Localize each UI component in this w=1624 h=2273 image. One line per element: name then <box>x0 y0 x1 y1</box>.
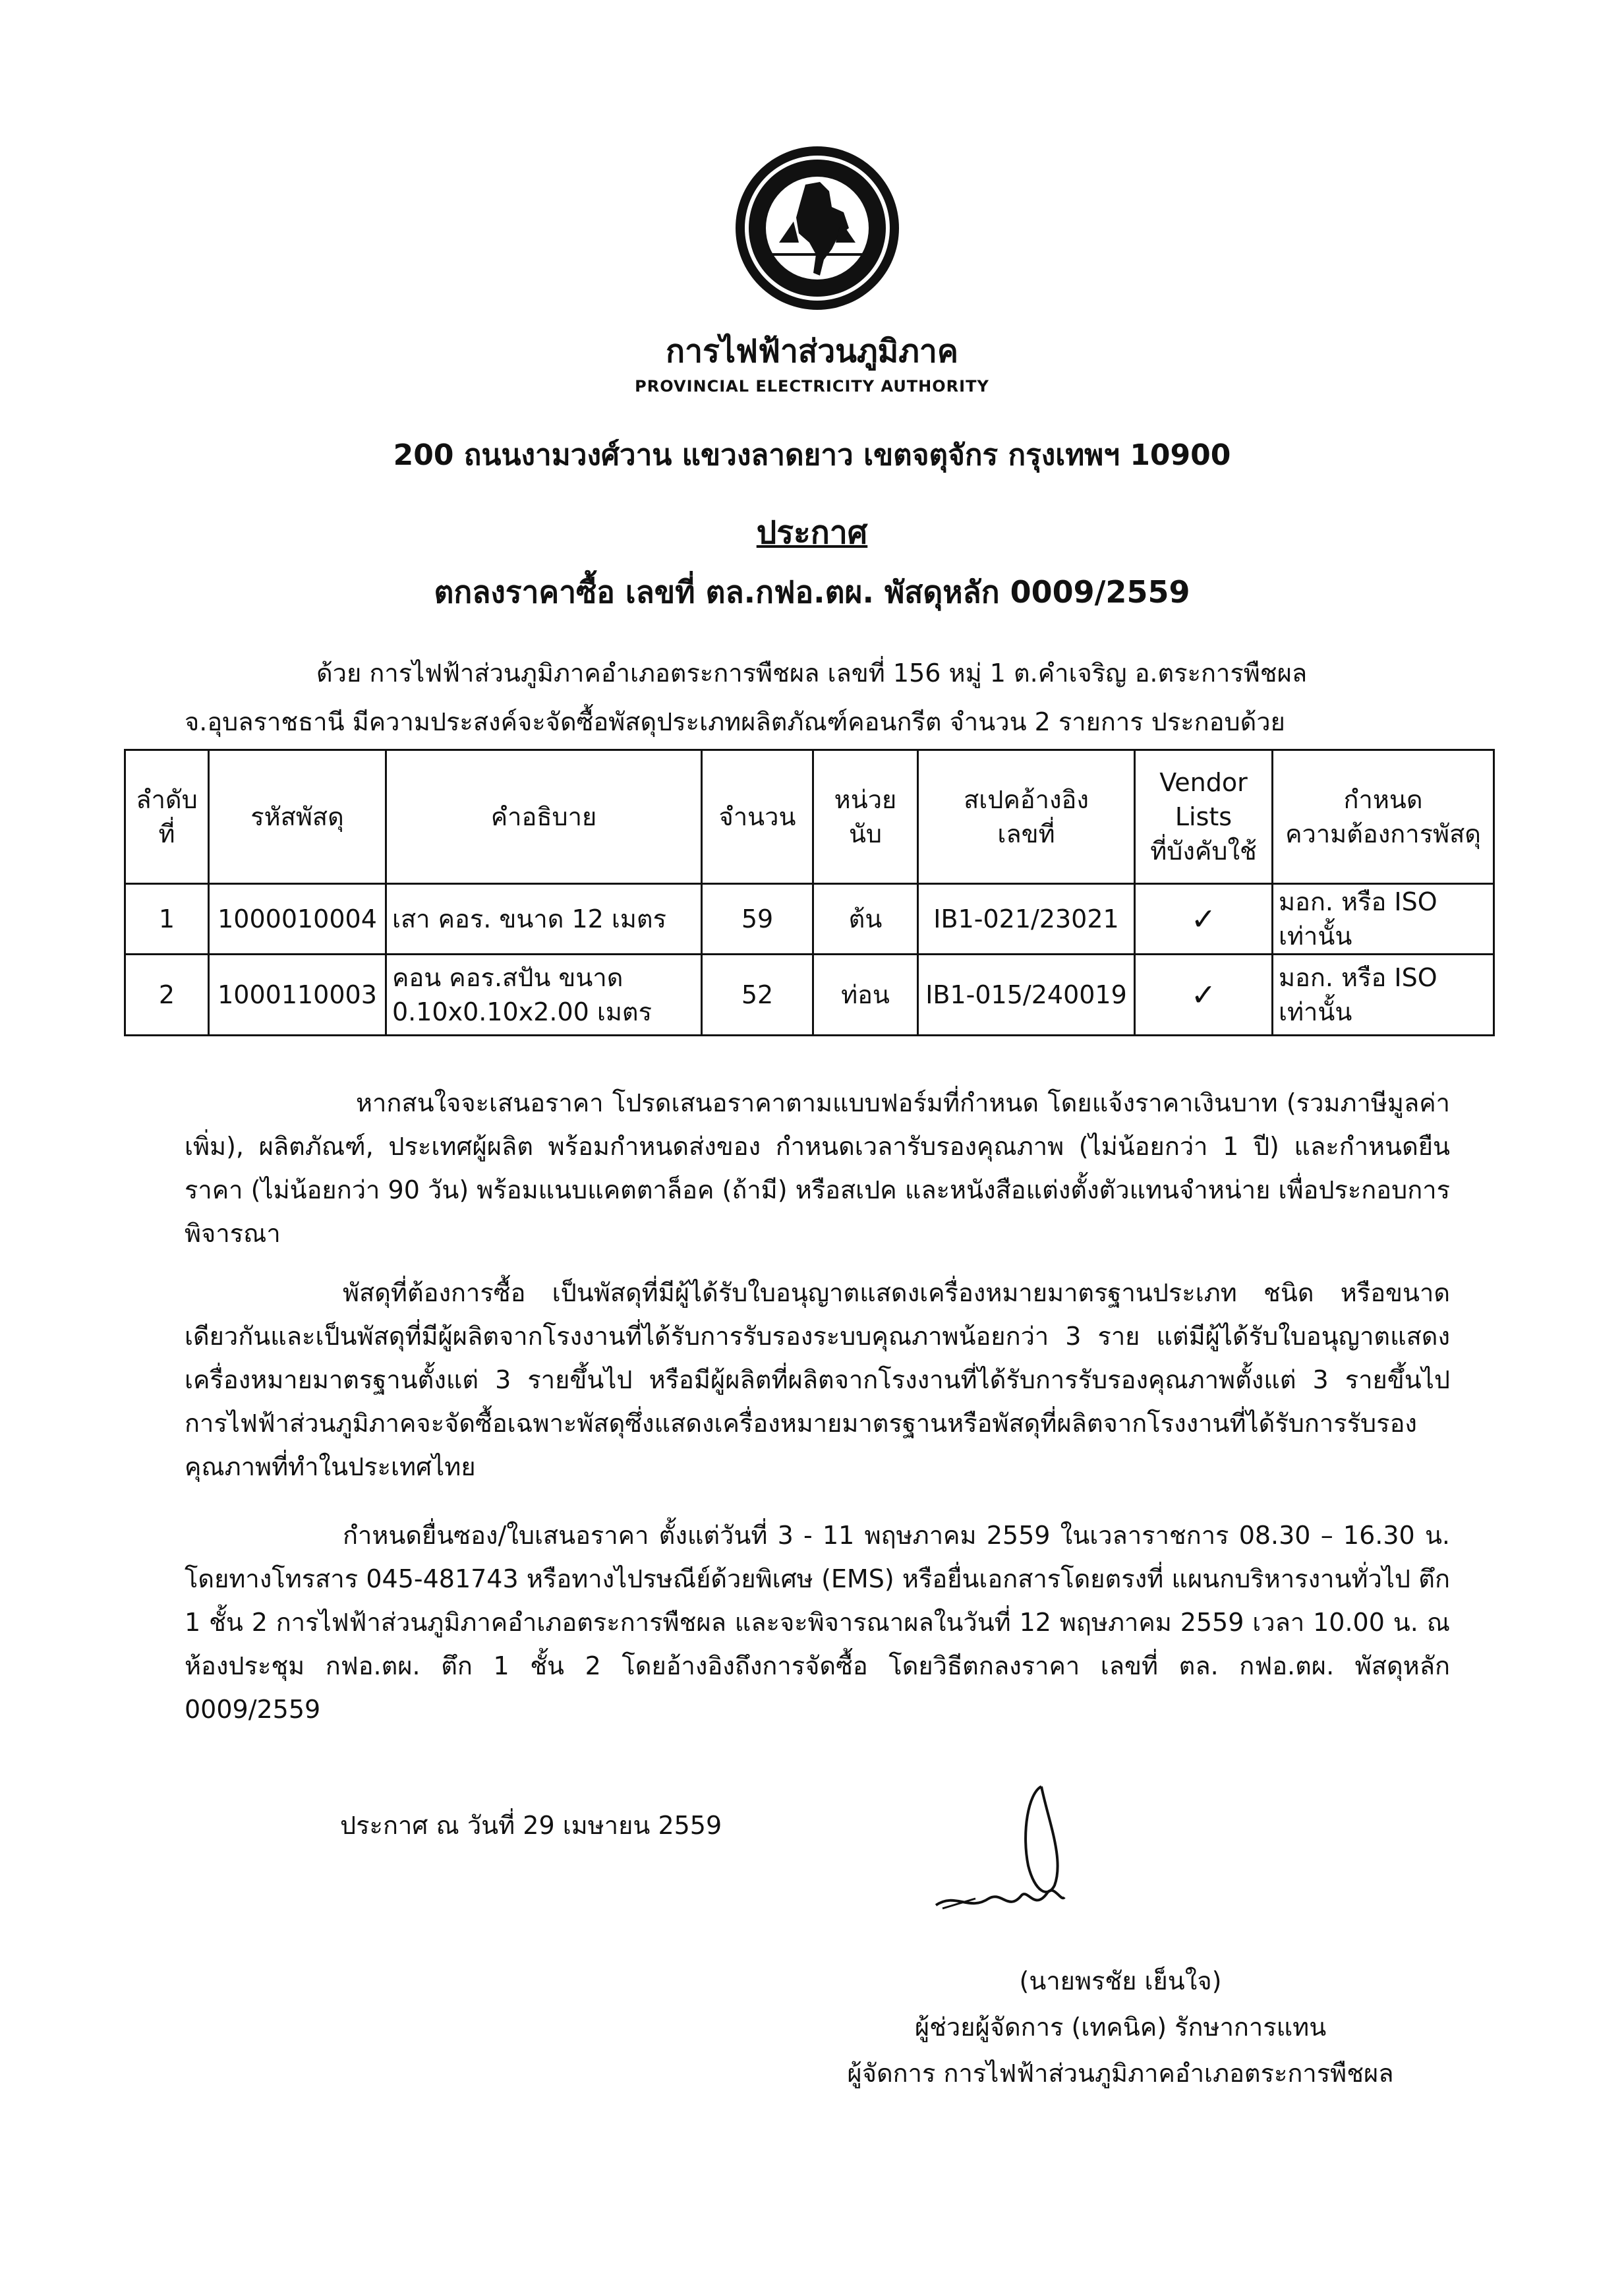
cell-code: 1000010004 <box>209 884 386 955</box>
cell-no: 2 <box>125 955 209 1036</box>
header-unit-line-2: นับ <box>848 819 883 848</box>
org-name-english: PROVINCIAL ELECTRICITY AUTHORITY <box>635 377 989 396</box>
pea-logo-seal <box>733 144 902 312</box>
cell-vendor-check: ✓ <box>1135 955 1273 1036</box>
header-requirement-line-1: กำหนด <box>1343 785 1423 814</box>
cell-requirement: มอก. หรือ ISO เท่านั้น <box>1273 955 1494 1036</box>
header-no <box>125 750 209 884</box>
header-spec <box>918 750 1135 884</box>
header-code: รหัสพัสดุ <box>209 750 386 884</box>
header-unit <box>813 750 918 884</box>
cell-description-line-2: 0.10x0.10x2.00 เมตร <box>392 997 652 1026</box>
cell-unit: ต้น <box>813 884 918 955</box>
cell-quantity: 59 <box>702 884 813 955</box>
items-table <box>124 749 1495 1036</box>
cell-spec: IB1-021/23021 <box>918 884 1135 955</box>
handwritten-signature <box>929 1780 1101 1925</box>
cell-description <box>386 884 702 955</box>
announcement-subheading: ตกลงราคาซื้อ เลขที่ ตล.กฟอ.ตผ. พัสดุหลัก 0009/2559 <box>434 574 1190 610</box>
header-spec-line-1: สเปคอ้างอิง <box>964 785 1089 814</box>
header-spec-line-2: เลขที่ <box>997 819 1055 848</box>
announcement-heading: ประกาศ <box>756 514 868 551</box>
paragraph-deadline: กำหนดยื่นซอง/ใบเสนอราคา ตั้งแต่วันที่ 3 - 11 พฤษภาคม 2559 ในเวลาราชการ 08.30 – 16.30 น. โดยทางโทรสาร 045-481743 หรือทางไปรษณีย์ด้วยพิเศษ (EMS) หรือยื่นเอกสารโดยตรงที่ แผนกบริหารงานทั่วไป ตึก 1 ชั้น 2 การไฟฟ้าส่วนภูมิภาคอำเภอตระการพืชผล และจะพิจารณาผลในวันที่ 12 พฤษภาคม 2559 เวลา 10.00 น. ณ ห้องประชุม กฟอ.ตผ. ตึก 1 ชั้น 2 โดยอ้างอิงถึงการจัดซื้อ โดยวิธีตกลงราคา เลขที่ ตล. กฟอ.ตผ. พัสดุหลัก 0009/2559 <box>185 1521 1450 1724</box>
signatory-name: (นายพรชัย เย็นใจ) <box>1019 1966 1222 1995</box>
signatory-position-1: ผู้ช่วยผู้จัดการ (เทคนิค) รักษาการแทน <box>914 2013 1327 2042</box>
cell-description-line-1: เสา คอร. ขนาด 12 เมตร <box>392 904 667 933</box>
cell-description-line-1: คอน คอร.สปัน ขนาด <box>392 963 624 992</box>
org-name-thai: การไฟฟ้าส่วนภูมิภาค <box>666 333 958 370</box>
table-row <box>125 955 1494 1036</box>
header-vendor-line-1: Vendor <box>1159 768 1248 797</box>
header-vendor-line-2: Lists <box>1174 802 1232 831</box>
cell-spec: IB1-015/240019 <box>918 955 1135 1036</box>
table-row <box>125 884 1494 955</box>
table-header-row <box>125 750 1494 884</box>
cell-quantity: 52 <box>702 955 813 1036</box>
cell-requirement: มอก. หรือ ISO เท่านั้น <box>1273 884 1494 955</box>
intro-line-1: ด้วย การไฟฟ้าส่วนภูมิภาคอำเภอตระการพืชผล เลขที่ 156 หมู่ 1 ต.คำเจริญ อ.ตระการพืชผล <box>316 659 1308 688</box>
cell-description <box>386 955 702 1036</box>
header-requirement <box>1273 750 1494 884</box>
signatory-position-2: ผู้จัดการ การไฟฟ้าส่วนภูมิภาคอำเภอตระการพืชผล <box>847 2059 1394 2088</box>
header-no-line-1: ลำดับ <box>136 785 198 814</box>
header-description: คำอธิบาย <box>386 750 702 884</box>
org-address: 200 ถนนงามวงศ์วาน แขวงลาดยาว เขตจตุจักร กรุงเทพฯ 10900 <box>393 438 1231 472</box>
cell-vendor-check: ✓ <box>1135 884 1273 955</box>
cell-code: 1000110003 <box>209 955 386 1036</box>
header-vendor-line-3: ที่บังคับใช้ <box>1150 837 1257 866</box>
header-quantity: จำนวน <box>702 750 813 884</box>
paragraph-standards: พัสดุที่ต้องการซื้อ เป็นพัสดุที่มีผู้ได้รับใบอนุญาตแสดงเครื่องหมายมาตรฐานประเภท ชนิด หรือขนาดเดียวกันและเป็นพัสดุที่มีผู้ผลิตจากโรงงานที่ได้รับการรับรองระบบคุณภาพน้อยกว่า 3 ราย แต่มีผู้ได้รับใบอนุญาตแสดงเครื่องหมายมาตรฐานตั้งแต่ 3 รายขึ้นไป หรือมีผู้ผลิตที่ผลิตจากโรงงานที่ได้รับการรับรองคุณภาพตั้งแต่ 3 รายขึ้นไป การไฟฟ้าส่วนภูมิภาคจะจัดซื้อเฉพาะพัสดุซึ่งแสดงเครื่องหมายมาตรฐานหรือพัสดุที่ผลิตจากโรงงานที่ได้รับการรับรองคุณภาพที่ทำในประเทศไทย <box>185 1278 1450 1481</box>
cell-unit: ท่อน <box>813 955 918 1036</box>
intro-line-2: จ.อุบลราชธานี มีความประสงค์จะจัดซื้อพัสดุประเภทผลิตภัณฑ์คอนกรีต จำนวน 2 รายการ ประกอบด้วย <box>185 707 1285 736</box>
header-unit-line-1: หน่วย <box>834 785 897 814</box>
header-vendor-lists <box>1135 750 1273 884</box>
header-no-line-2: ที่ <box>158 819 175 848</box>
announcement-date: ประกาศ ณ วันที่ 29 เมษายน 2559 <box>340 1811 722 1840</box>
paragraph-submission-terms: หากสนใจจะเสนอราคา โปรดเสนอราคาตามแบบฟอร์มที่กำหนด โดยแจ้งราคาเงินบาท (รวมภาษีมูลค่าเพิ่ม), ผลิตภัณฑ์, ประเทศผู้ผลิต พร้อมกำหนดส่งของ กำหนดเวลารับรองคุณภาพ (ไม่น้อยกว่า 1 ปี) และกำหนดยืนราคา (ไม่น้อยกว่า 90 วัน) พร้อมแนบแคตตาล็อค (ถ้ามี) หรือสเปค และหนังสือแต่งตั้งตัวแทนจำหน่าย เพื่อประกอบการพิจารณา <box>185 1088 1450 1248</box>
header-requirement-line-2: ความต้องการพัสดุ <box>1285 819 1481 848</box>
cell-no: 1 <box>125 884 209 955</box>
signature-block <box>659 1958 1582 2096</box>
